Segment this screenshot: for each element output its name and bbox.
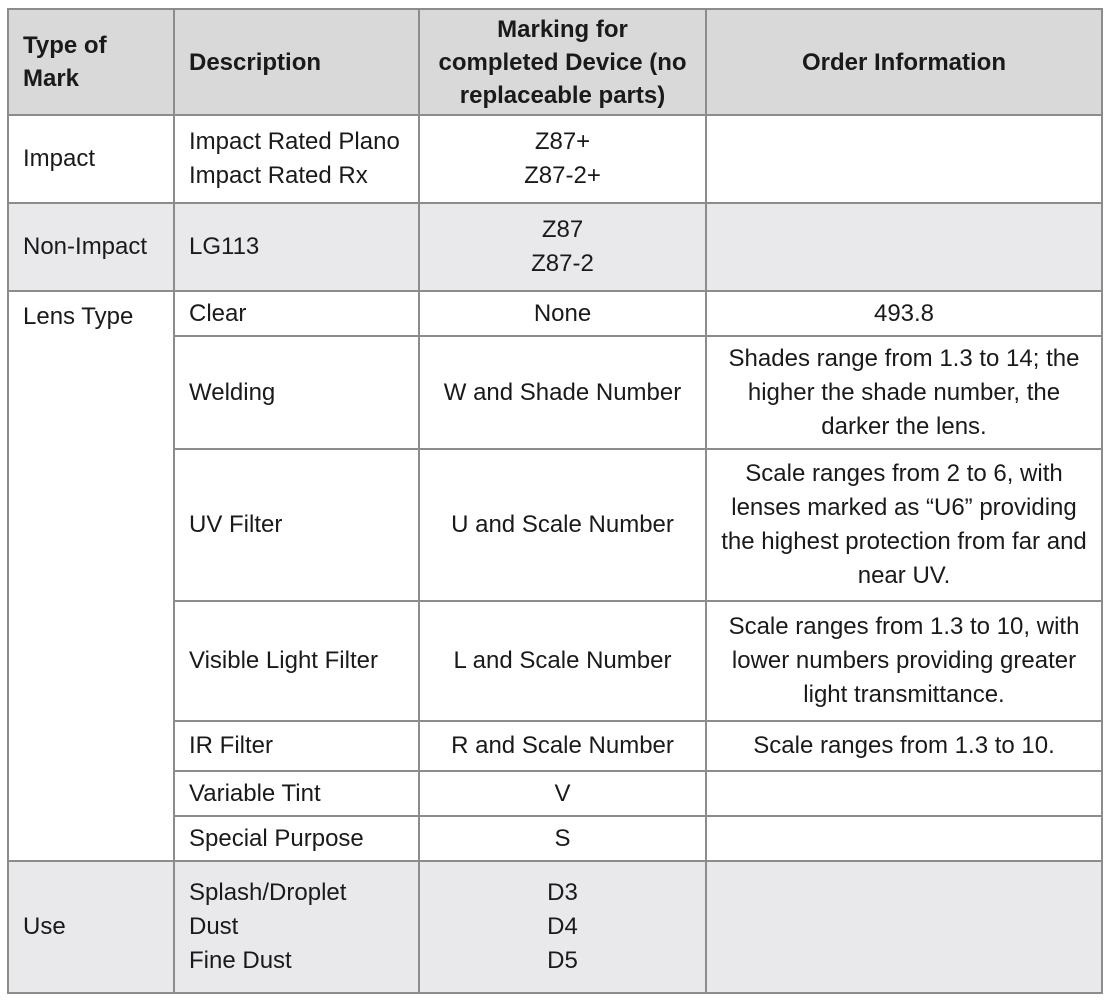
table-row-non-impact [8, 203, 1102, 291]
order-cell-use [706, 861, 1102, 993]
description-cell: Welding [174, 336, 419, 449]
description-line: Splash/Droplet [189, 879, 347, 906]
marking-line: Z87-2+ [524, 162, 601, 189]
description-cell: Clear [174, 291, 419, 336]
header-row [8, 9, 1102, 115]
description-cell-non-impact: LG113 [174, 203, 419, 291]
description-cell-impact [174, 115, 419, 203]
table-row-use [8, 861, 1102, 993]
description-cell: Variable Tint [174, 771, 419, 816]
table-row-lens-clear [8, 291, 1102, 336]
type-cell-lens-type: Lens Type [8, 291, 174, 861]
description-line: Dust [189, 913, 239, 940]
order-cell: Shades range from 1.3 to 14; the higher the shade number, the darker the lens. [706, 336, 1102, 449]
header-marking-line-1: Marking for [497, 15, 628, 43]
header-marking-line-3: replaceable parts) [459, 81, 666, 109]
marking-cell: S [419, 816, 706, 861]
marking-table [7, 8, 1103, 994]
marking-cell-non-impact [419, 203, 706, 291]
description-cell-use [174, 861, 419, 993]
table-row-impact [8, 115, 1102, 203]
order-cell [706, 771, 1102, 816]
header-marking [419, 9, 706, 115]
marking-line: Z87+ [534, 128, 591, 155]
order-cell-impact [706, 115, 1102, 203]
order-cell: Scale ranges from 1.3 to 10, with lower numbers providing greater light transmittance. [706, 601, 1102, 721]
type-cell-non-impact: Non-Impact [8, 203, 174, 291]
type-cell-use: Use [8, 861, 174, 993]
marking-cell: W and Shade Number [419, 336, 706, 449]
marking-cell: None [419, 291, 706, 336]
marking-cell-use [419, 861, 706, 993]
marking-cell: U and Scale Number [419, 449, 706, 601]
marking-cell: L and Scale Number [419, 601, 706, 721]
marking-line: Z87-2 [531, 250, 594, 277]
header-type-of-mark: Type of Mark [8, 9, 174, 115]
order-cell: 493.8 [706, 291, 1102, 336]
marking-cell: V [419, 771, 706, 816]
marking-line: D5 [547, 947, 578, 974]
order-cell [706, 816, 1102, 861]
description-line: Impact Rated Rx [189, 162, 368, 189]
order-cell-non-impact [706, 203, 1102, 291]
marking-line: Z87 [541, 216, 584, 243]
description-line: Fine Dust [189, 947, 292, 974]
header-description: Description [174, 9, 419, 115]
description-cell: IR Filter [174, 721, 419, 771]
description-cell: Special Purpose [174, 816, 419, 861]
description-cell: Visible Light Filter [174, 601, 419, 721]
marking-cell: R and Scale Number [419, 721, 706, 771]
marking-cell-impact [419, 115, 706, 203]
type-cell-impact: Impact [8, 115, 174, 203]
order-cell: Scale ranges from 1.3 to 10. [706, 721, 1102, 771]
header-marking-line-2: completed Device (no [438, 48, 687, 76]
description-cell: UV Filter [174, 449, 419, 601]
order-cell: Scale ranges from 2 to 6, with lenses marked as “U6” providing the highest protection from far and near UV. [706, 449, 1102, 601]
header-order-information: Order Information [706, 9, 1102, 115]
description-line: Impact Rated Plano [189, 128, 400, 155]
marking-line: D3 [547, 879, 578, 906]
marking-line: D4 [547, 913, 578, 940]
